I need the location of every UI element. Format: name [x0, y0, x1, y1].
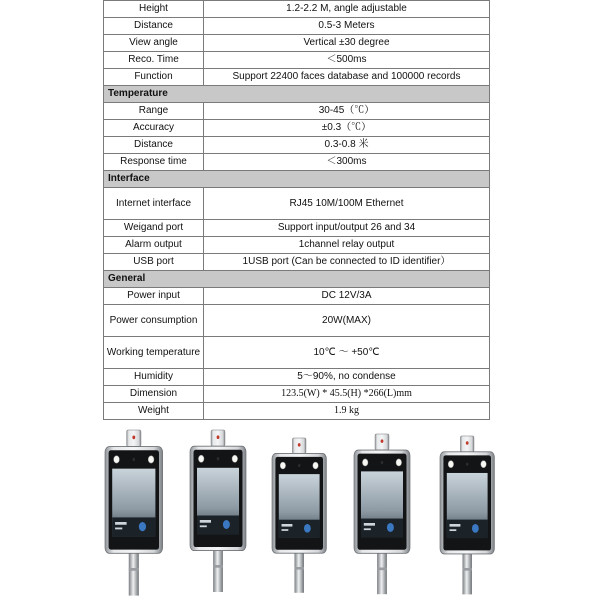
spec-label: Height — [104, 1, 204, 18]
spec-value: Support input/output 26 and 34 — [204, 220, 490, 237]
spec-label: Working temperature — [104, 337, 204, 369]
spec-table-body — [104, 1, 490, 420]
spec-row — [104, 386, 490, 403]
device-image — [105, 430, 163, 596]
spec-row — [104, 120, 490, 137]
device-image — [354, 434, 410, 594]
spec-value: 0.3-0.8 米 — [204, 137, 490, 154]
spec-row — [104, 1, 490, 18]
spec-value: ＜500ms — [204, 52, 490, 69]
spec-row — [104, 52, 490, 69]
spec-row — [104, 403, 490, 420]
spec-row — [104, 237, 490, 254]
spec-label: Distance — [104, 18, 204, 35]
spec-row — [104, 254, 490, 271]
spec-row — [104, 69, 490, 86]
spec-label: Accuracy — [104, 120, 204, 137]
spec-label: Power input — [104, 288, 204, 305]
spec-label: View angle — [104, 35, 204, 52]
spec-value: 1.2-2.2 M, angle adjustable — [204, 1, 490, 18]
section-title: Temperature — [104, 86, 490, 103]
spec-value: DC 12V/3A — [204, 288, 490, 305]
section-title: General — [104, 271, 490, 288]
spec-label: Dimension — [104, 386, 204, 403]
spec-value: 30-45（℃） — [204, 103, 490, 120]
spec-value: Support 22400 faces database and 100000 records — [204, 69, 490, 86]
spec-value: 1USB port (Can be connected to ID identifier） — [204, 254, 490, 271]
spec-row — [104, 154, 490, 171]
spec-label: Alarm output — [104, 237, 204, 254]
spec-row — [104, 35, 490, 52]
spec-value: ＜300ms — [204, 154, 490, 171]
spec-value: 123.5(W) * 45.5(H) *266(L)mm — [204, 386, 490, 403]
spec-row — [104, 137, 490, 154]
spec-value: 1.9 kg — [204, 403, 490, 420]
spec-value: 20W(MAX) — [204, 305, 490, 337]
device-image — [272, 438, 326, 593]
section-header-row — [104, 171, 490, 188]
spec-row — [104, 188, 490, 220]
spec-label: Reco. Time — [104, 52, 204, 69]
device-image — [440, 436, 494, 594]
spec-row — [104, 103, 490, 120]
spec-label: Internet interface — [104, 188, 204, 220]
spec-row — [104, 305, 490, 337]
spec-row — [104, 288, 490, 305]
spec-value: RJ45 10M/100M Ethernet — [204, 188, 490, 220]
spec-label: USB port — [104, 254, 204, 271]
spec-table — [103, 0, 490, 420]
section-header-row — [104, 271, 490, 288]
spec-value: ±0.3（℃） — [204, 120, 490, 137]
spec-row — [104, 220, 490, 237]
spec-row — [104, 369, 490, 386]
device-photo-row — [0, 420, 600, 600]
spec-label: Power consumption — [104, 305, 204, 337]
spec-value: 5～90%, no condense — [204, 369, 490, 386]
spec-label: Weigand port — [104, 220, 204, 237]
device-image — [190, 430, 246, 592]
section-title: Interface — [104, 171, 490, 188]
spec-value: 0.5-3 Meters — [204, 18, 490, 35]
spec-value: 10℃ ～ +50℃ — [204, 337, 490, 369]
spec-label: Humidity — [104, 369, 204, 386]
spec-label: Range — [104, 103, 204, 120]
spec-row — [104, 337, 490, 369]
spec-value: 1channel relay output — [204, 237, 490, 254]
spec-label: Distance — [104, 137, 204, 154]
section-header-row — [104, 86, 490, 103]
spec-label: Response time — [104, 154, 204, 171]
spec-row — [104, 18, 490, 35]
spec-value: Vertical ±30 degree — [204, 35, 490, 52]
spec-label: Weight — [104, 403, 204, 420]
spec-label: Function — [104, 69, 204, 86]
